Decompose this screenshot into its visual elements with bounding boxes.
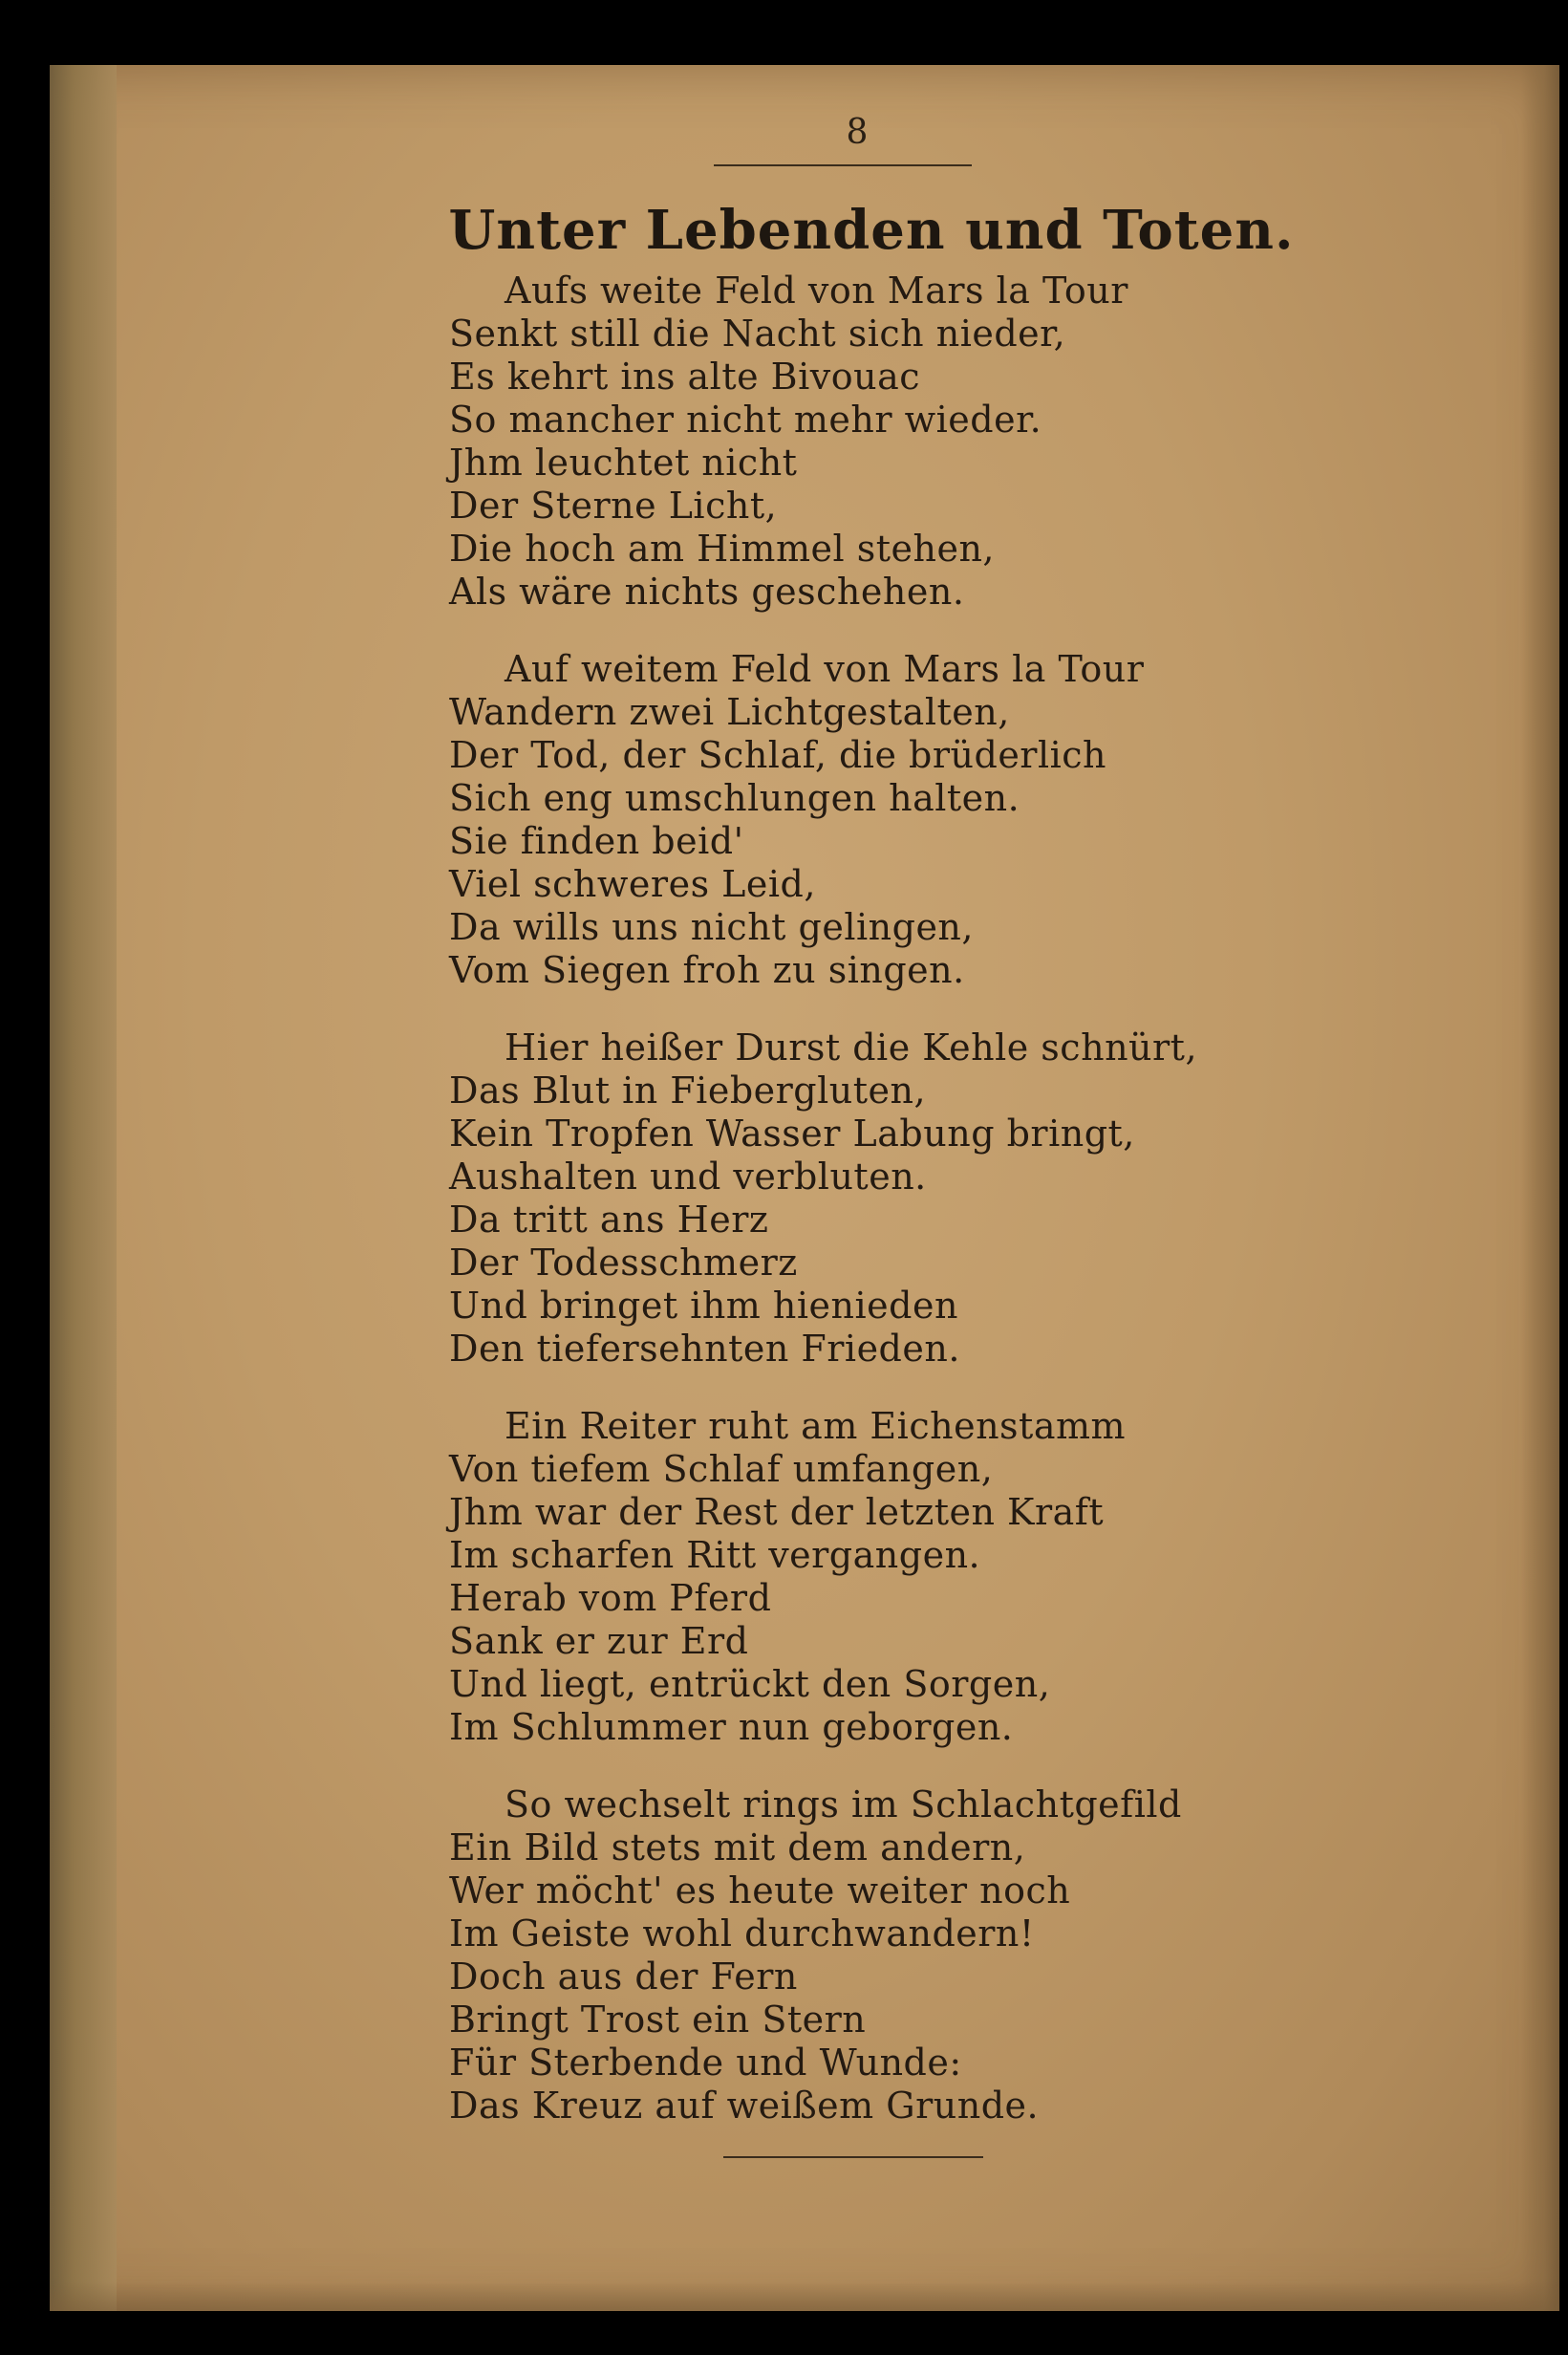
- verse-line: Aushalten und verbluten.: [449, 1156, 927, 1198]
- verse-line: Sich eng umschlungen halten.: [449, 777, 1020, 819]
- verse-line: Sie finden beid': [449, 820, 744, 862]
- verse-line: Herab vom Pferd: [449, 1577, 772, 1619]
- verse-line: Jhm war der Rest der letzten Kraft: [449, 1491, 1105, 1533]
- verse-line: Hier heißer Durst die Kehle schnürt,: [505, 1026, 1198, 1069]
- verse-line: Im Geiste wohl durchwandern!: [449, 1912, 1035, 1955]
- verse-line: Da tritt ans Herz: [449, 1199, 769, 1241]
- verse-line: Es kehrt ins alte Bivouac: [449, 356, 921, 398]
- stanza-4: [449, 1405, 1405, 1749]
- page-outer-edge: [1521, 65, 1559, 2311]
- verse-line: Doch aus der Fern: [449, 1955, 798, 1998]
- verse-line: Im Schlummer nun geborgen.: [449, 1706, 1014, 1748]
- page-spine-edge: [50, 65, 117, 2311]
- verse-line: Die hoch am Himmel stehen,: [449, 528, 995, 570]
- stanza-2: [449, 648, 1405, 992]
- verse-line: Senkt still die Nacht sich nieder,: [449, 313, 1066, 355]
- book-page: [50, 65, 1559, 2311]
- verse-line: Aufs weite Feld von Mars la Tour: [505, 270, 1128, 312]
- verse-line: Von tiefem Schlaf umfangen,: [449, 1448, 994, 1490]
- verse-line: Das Blut in Fiebergluten,: [449, 1069, 927, 1112]
- verse-line: Im scharfen Ritt vergangen.: [449, 1534, 981, 1576]
- verse-line: Als wäre nichts geschehen.: [449, 571, 965, 613]
- verse-line: Und bringet ihm hienieden: [449, 1285, 958, 1327]
- footer-rule: [723, 2156, 983, 2158]
- verse-line: Kein Tropfen Wasser Labung bringt,: [449, 1113, 1135, 1155]
- verse-line: Das Kreuz auf weißem Grunde.: [449, 2085, 1040, 2127]
- verse-line: Der Tod, der Schlaf, die brüderlich: [449, 734, 1107, 776]
- header-rule: [714, 164, 972, 166]
- verse-line: Ein Bild stets mit dem andern,: [449, 1826, 1026, 1869]
- verse-line: Der Sterne Licht,: [449, 485, 778, 527]
- verse-line: Der Todesschmerz: [449, 1242, 798, 1284]
- verse-line: So mancher nicht mehr wieder.: [449, 399, 1042, 441]
- verse-line: Wer möcht' es heute weiter noch: [449, 1869, 1071, 1912]
- verse-line: Viel schweres Leid,: [449, 863, 816, 905]
- poem-title: Unter Lebenden und Toten.: [448, 199, 1295, 262]
- stanza-1: [449, 270, 1405, 614]
- verse-line: Vom Siegen froh zu singen.: [449, 949, 965, 991]
- page-bottom-edge: [50, 2282, 1559, 2311]
- verse-line: Sank er zur Erd: [449, 1620, 749, 1662]
- page-number: 8: [846, 113, 869, 152]
- verse-line: Den tiefersehnten Frieden.: [449, 1328, 960, 1370]
- verse-line: Auf weitem Feld von Mars la Tour: [505, 648, 1145, 690]
- stanza-3: [449, 1026, 1405, 1371]
- stanza-5: [449, 1783, 1405, 2128]
- verse-line: Wandern zwei Lichtgestalten,: [449, 691, 1010, 733]
- verse-line: Da wills uns nicht gelingen,: [449, 906, 974, 948]
- verse-line: Jhm leuchtet nicht: [449, 442, 798, 484]
- verse-line: So wechselt rings im Schlachtgefild: [505, 1783, 1182, 1826]
- verse-line: Für Sterbende und Wunde:: [449, 2042, 962, 2084]
- verse-line: Bringt Trost ein Stern: [449, 1999, 867, 2041]
- verse-line: Ein Reiter ruht am Eichenstamm: [505, 1405, 1127, 1447]
- verse-line: Und liegt, entrückt den Sorgen,: [449, 1663, 1051, 1705]
